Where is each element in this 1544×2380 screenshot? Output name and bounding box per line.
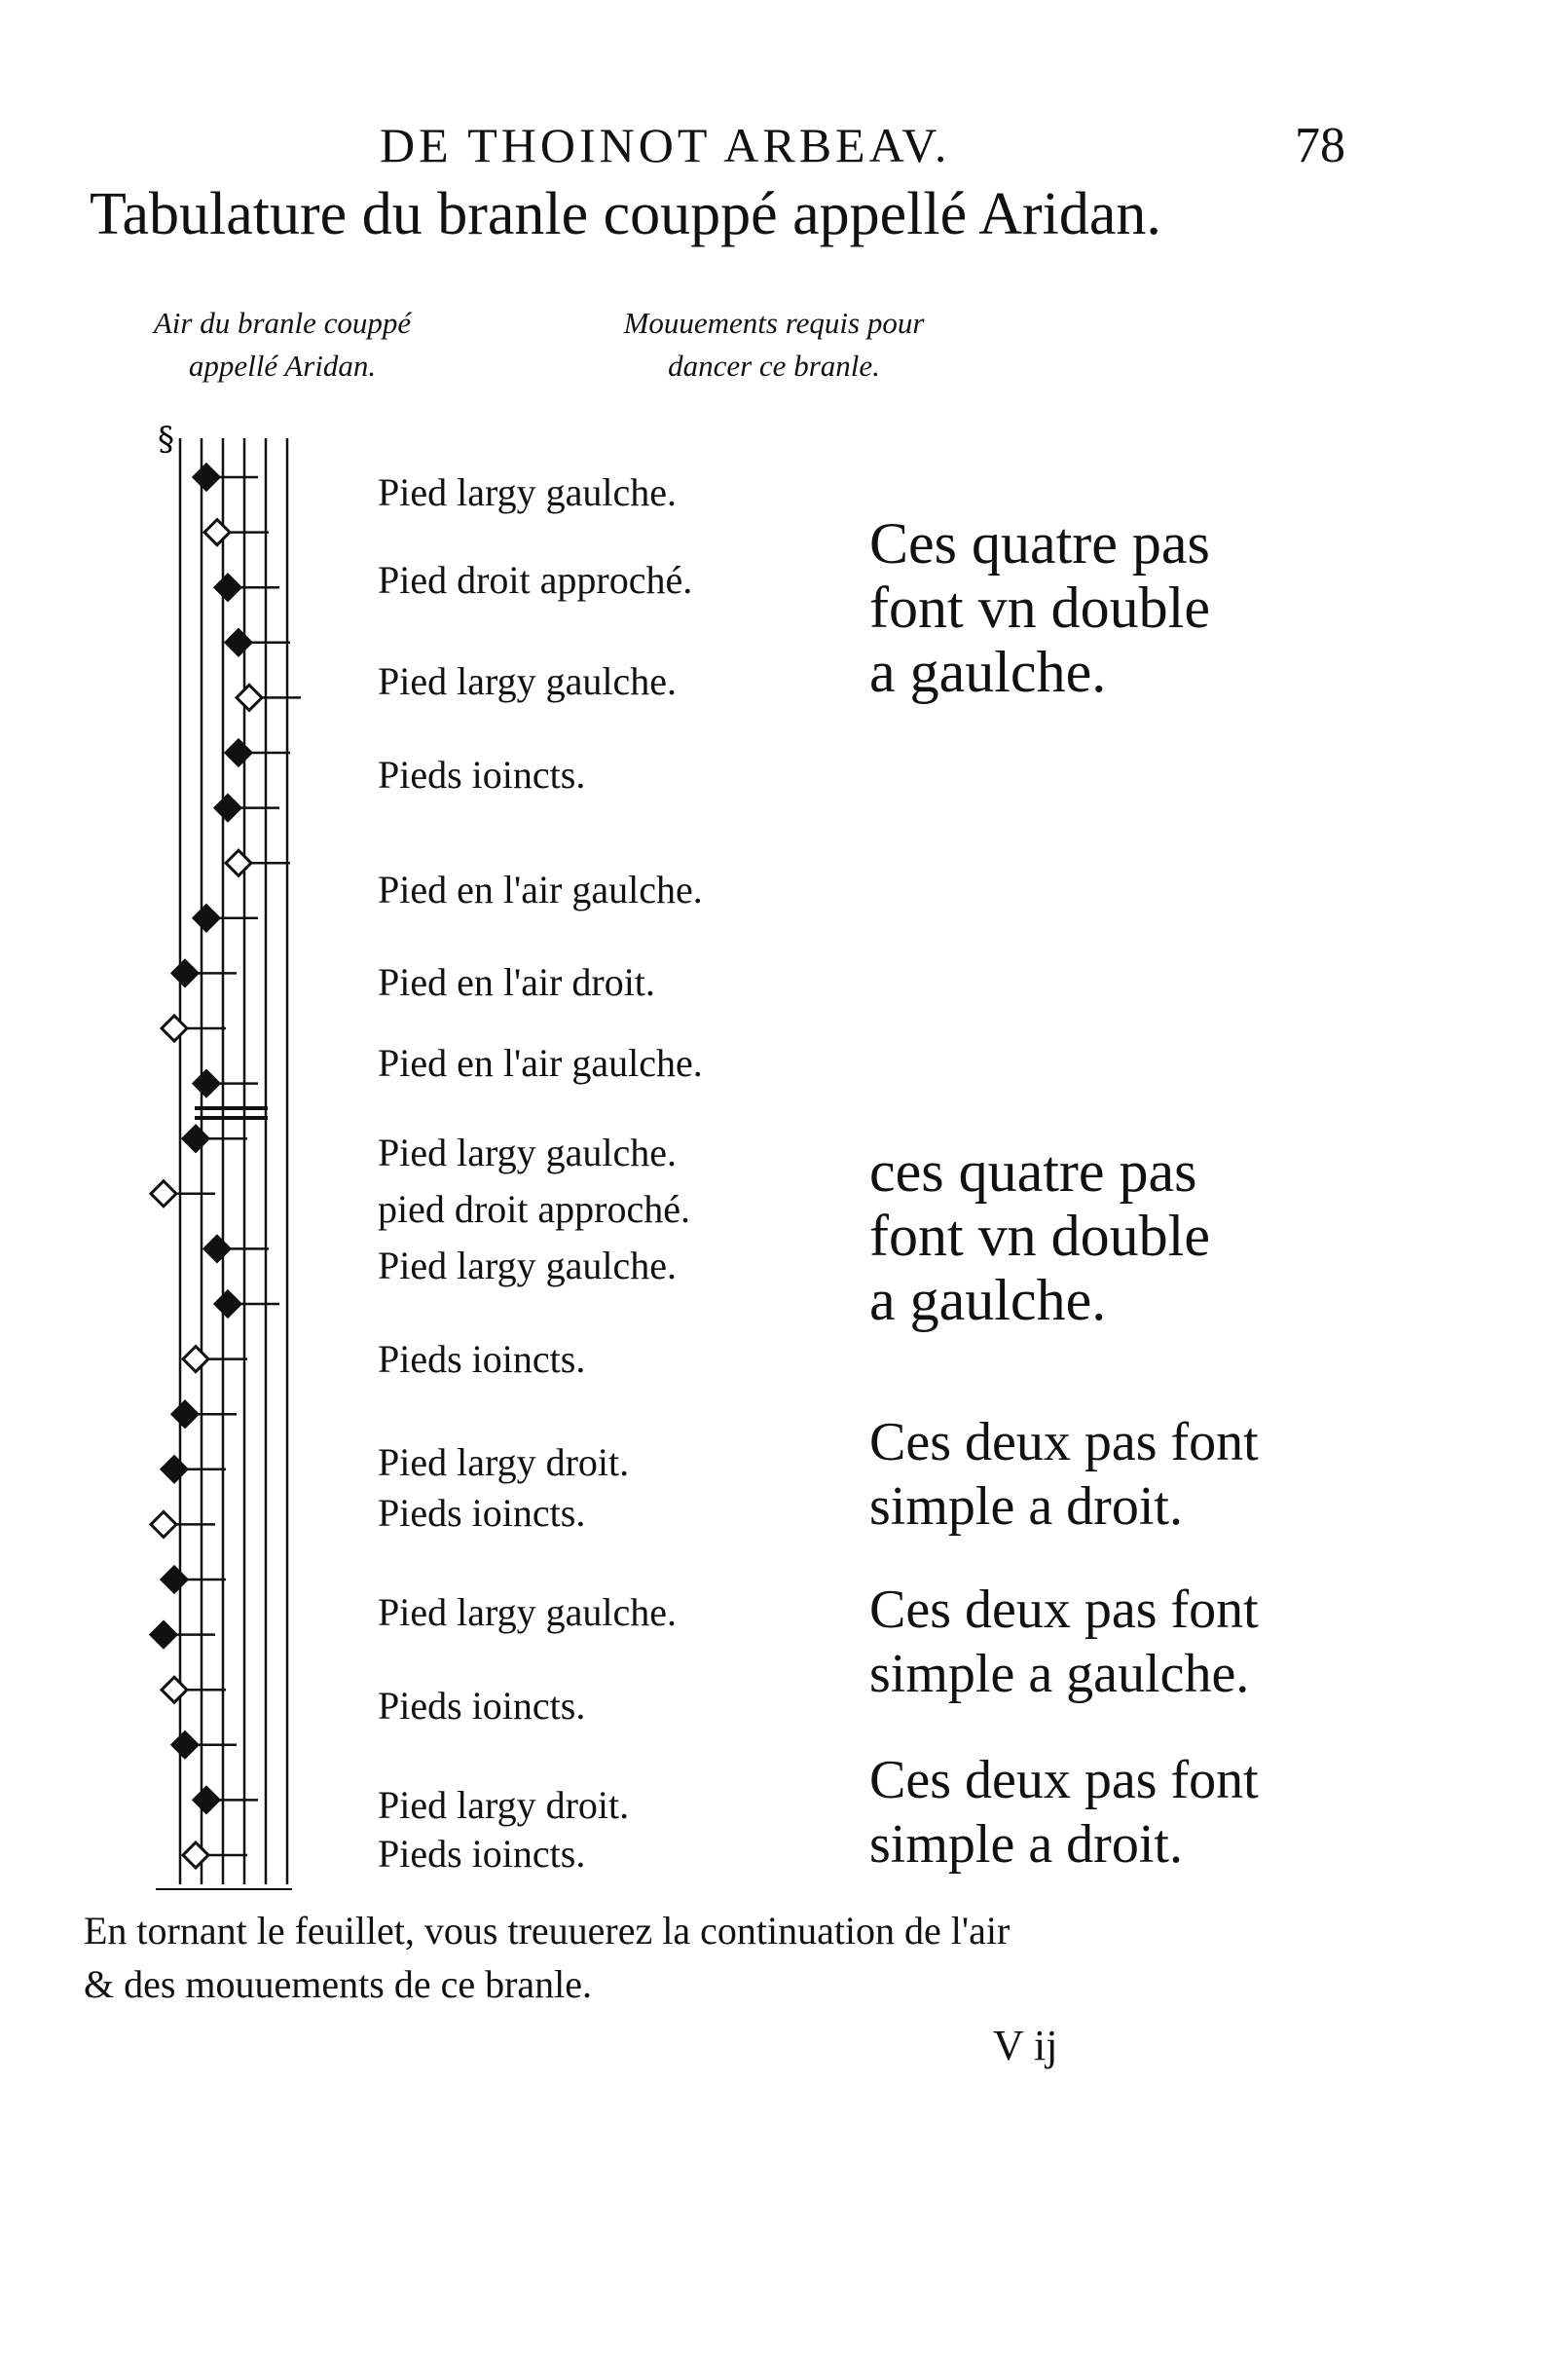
music-note (183, 1347, 247, 1372)
music-note (226, 630, 290, 655)
music-note (162, 1457, 226, 1482)
air-heading-line-2: appellé Aridan. (188, 349, 377, 383)
note-simple-gaulche (869, 1578, 1259, 1706)
step-1: Pied largy gaulche. (378, 470, 677, 514)
music-note (183, 1126, 247, 1151)
note-simple-droit-2 (869, 1748, 1259, 1877)
note-line: ces quatre pas (869, 1139, 1197, 1204)
step-3: Pied largy gaulche. (378, 659, 677, 703)
music-note (183, 1842, 247, 1868)
step-16: Pied largy droit. (378, 1783, 630, 1827)
music-note (172, 960, 237, 985)
step-12: Pied largy droit. (378, 1440, 630, 1484)
note-double-gaulche-2 (869, 1139, 1210, 1332)
music-note (226, 850, 290, 875)
page-title: Tabulature du branle couppé appellé Aridan. (90, 181, 1161, 247)
step-2: Pied droit approché. (378, 558, 693, 602)
music-note (204, 520, 269, 545)
music-note (194, 906, 258, 931)
note-line: a gaulche. (869, 1268, 1107, 1332)
music-note (162, 1677, 226, 1702)
mouvements-heading-line-2: dancer ce branle. (668, 349, 880, 383)
footer-line-2: & des mouuements de ce branle. (84, 1962, 593, 2006)
air-heading-line-1: Air du branle couppé (153, 306, 412, 340)
step-5: Pied en l'air gaulche. (378, 868, 703, 911)
music-note (194, 1071, 258, 1097)
note-line: Ces deux pas font (869, 1580, 1259, 1640)
step-17: Pieds ioincts. (378, 1832, 586, 1876)
note-line: Ces deux pas font (869, 1412, 1259, 1472)
music-note (172, 1401, 237, 1427)
note-line: font vn double (869, 576, 1210, 640)
step-10: Pied largy gaulche. (378, 1244, 677, 1287)
music-note (237, 685, 301, 710)
music-note (194, 465, 258, 490)
step-6: Pied en l'air droit. (378, 960, 655, 1004)
note-double-gaulche-1 (869, 511, 1210, 704)
step-13: Pieds ioincts. (378, 1491, 586, 1535)
note-simple-droit-1 (869, 1410, 1259, 1539)
note-line: a gaulche. (869, 640, 1107, 704)
music-note (151, 1181, 215, 1207)
step-7: Pied en l'air gaulche. (378, 1041, 703, 1085)
clef-mark: § (158, 420, 174, 459)
note-line: simple a droit. (869, 1814, 1183, 1875)
music-note (151, 1511, 215, 1537)
music-note (204, 1236, 269, 1261)
music-note (226, 740, 290, 765)
step-8: Pied largy gaulche. (378, 1131, 677, 1174)
step-15: Pieds ioincts. (378, 1684, 586, 1728)
footer-line-1: En tornant le feuillet, vous treuuerez la continuation de l'air (84, 1909, 1011, 1952)
music-note (215, 796, 279, 821)
music-note (151, 1622, 215, 1648)
step-11: Pieds ioincts. (378, 1337, 586, 1381)
step-14: Pied largy gaulche. (378, 1590, 677, 1634)
music-note (215, 575, 279, 600)
note-line: font vn double (869, 1204, 1210, 1268)
signature-mark: V ij (993, 2022, 1058, 2069)
step-4: Pieds ioincts. (378, 753, 586, 797)
music-note (215, 1291, 279, 1317)
step-9: pied droit approché. (378, 1187, 690, 1231)
music-note (162, 1016, 226, 1041)
music-note (162, 1567, 226, 1592)
note-line: Ces deux pas font (869, 1750, 1259, 1810)
note-line: Ces quatre pas (869, 511, 1210, 576)
note-line: simple a gaulche. (869, 1644, 1250, 1704)
footer-text (84, 1904, 1010, 2011)
music-note (194, 1787, 258, 1812)
note-line: simple a droit. (869, 1476, 1183, 1537)
music-note (172, 1732, 237, 1758)
mouvements-heading-line-1: Mouuements requis pour (623, 306, 925, 340)
page-number: 78 (1295, 118, 1345, 173)
running-head: DE THOINOT ARBEAV. (380, 118, 951, 172)
